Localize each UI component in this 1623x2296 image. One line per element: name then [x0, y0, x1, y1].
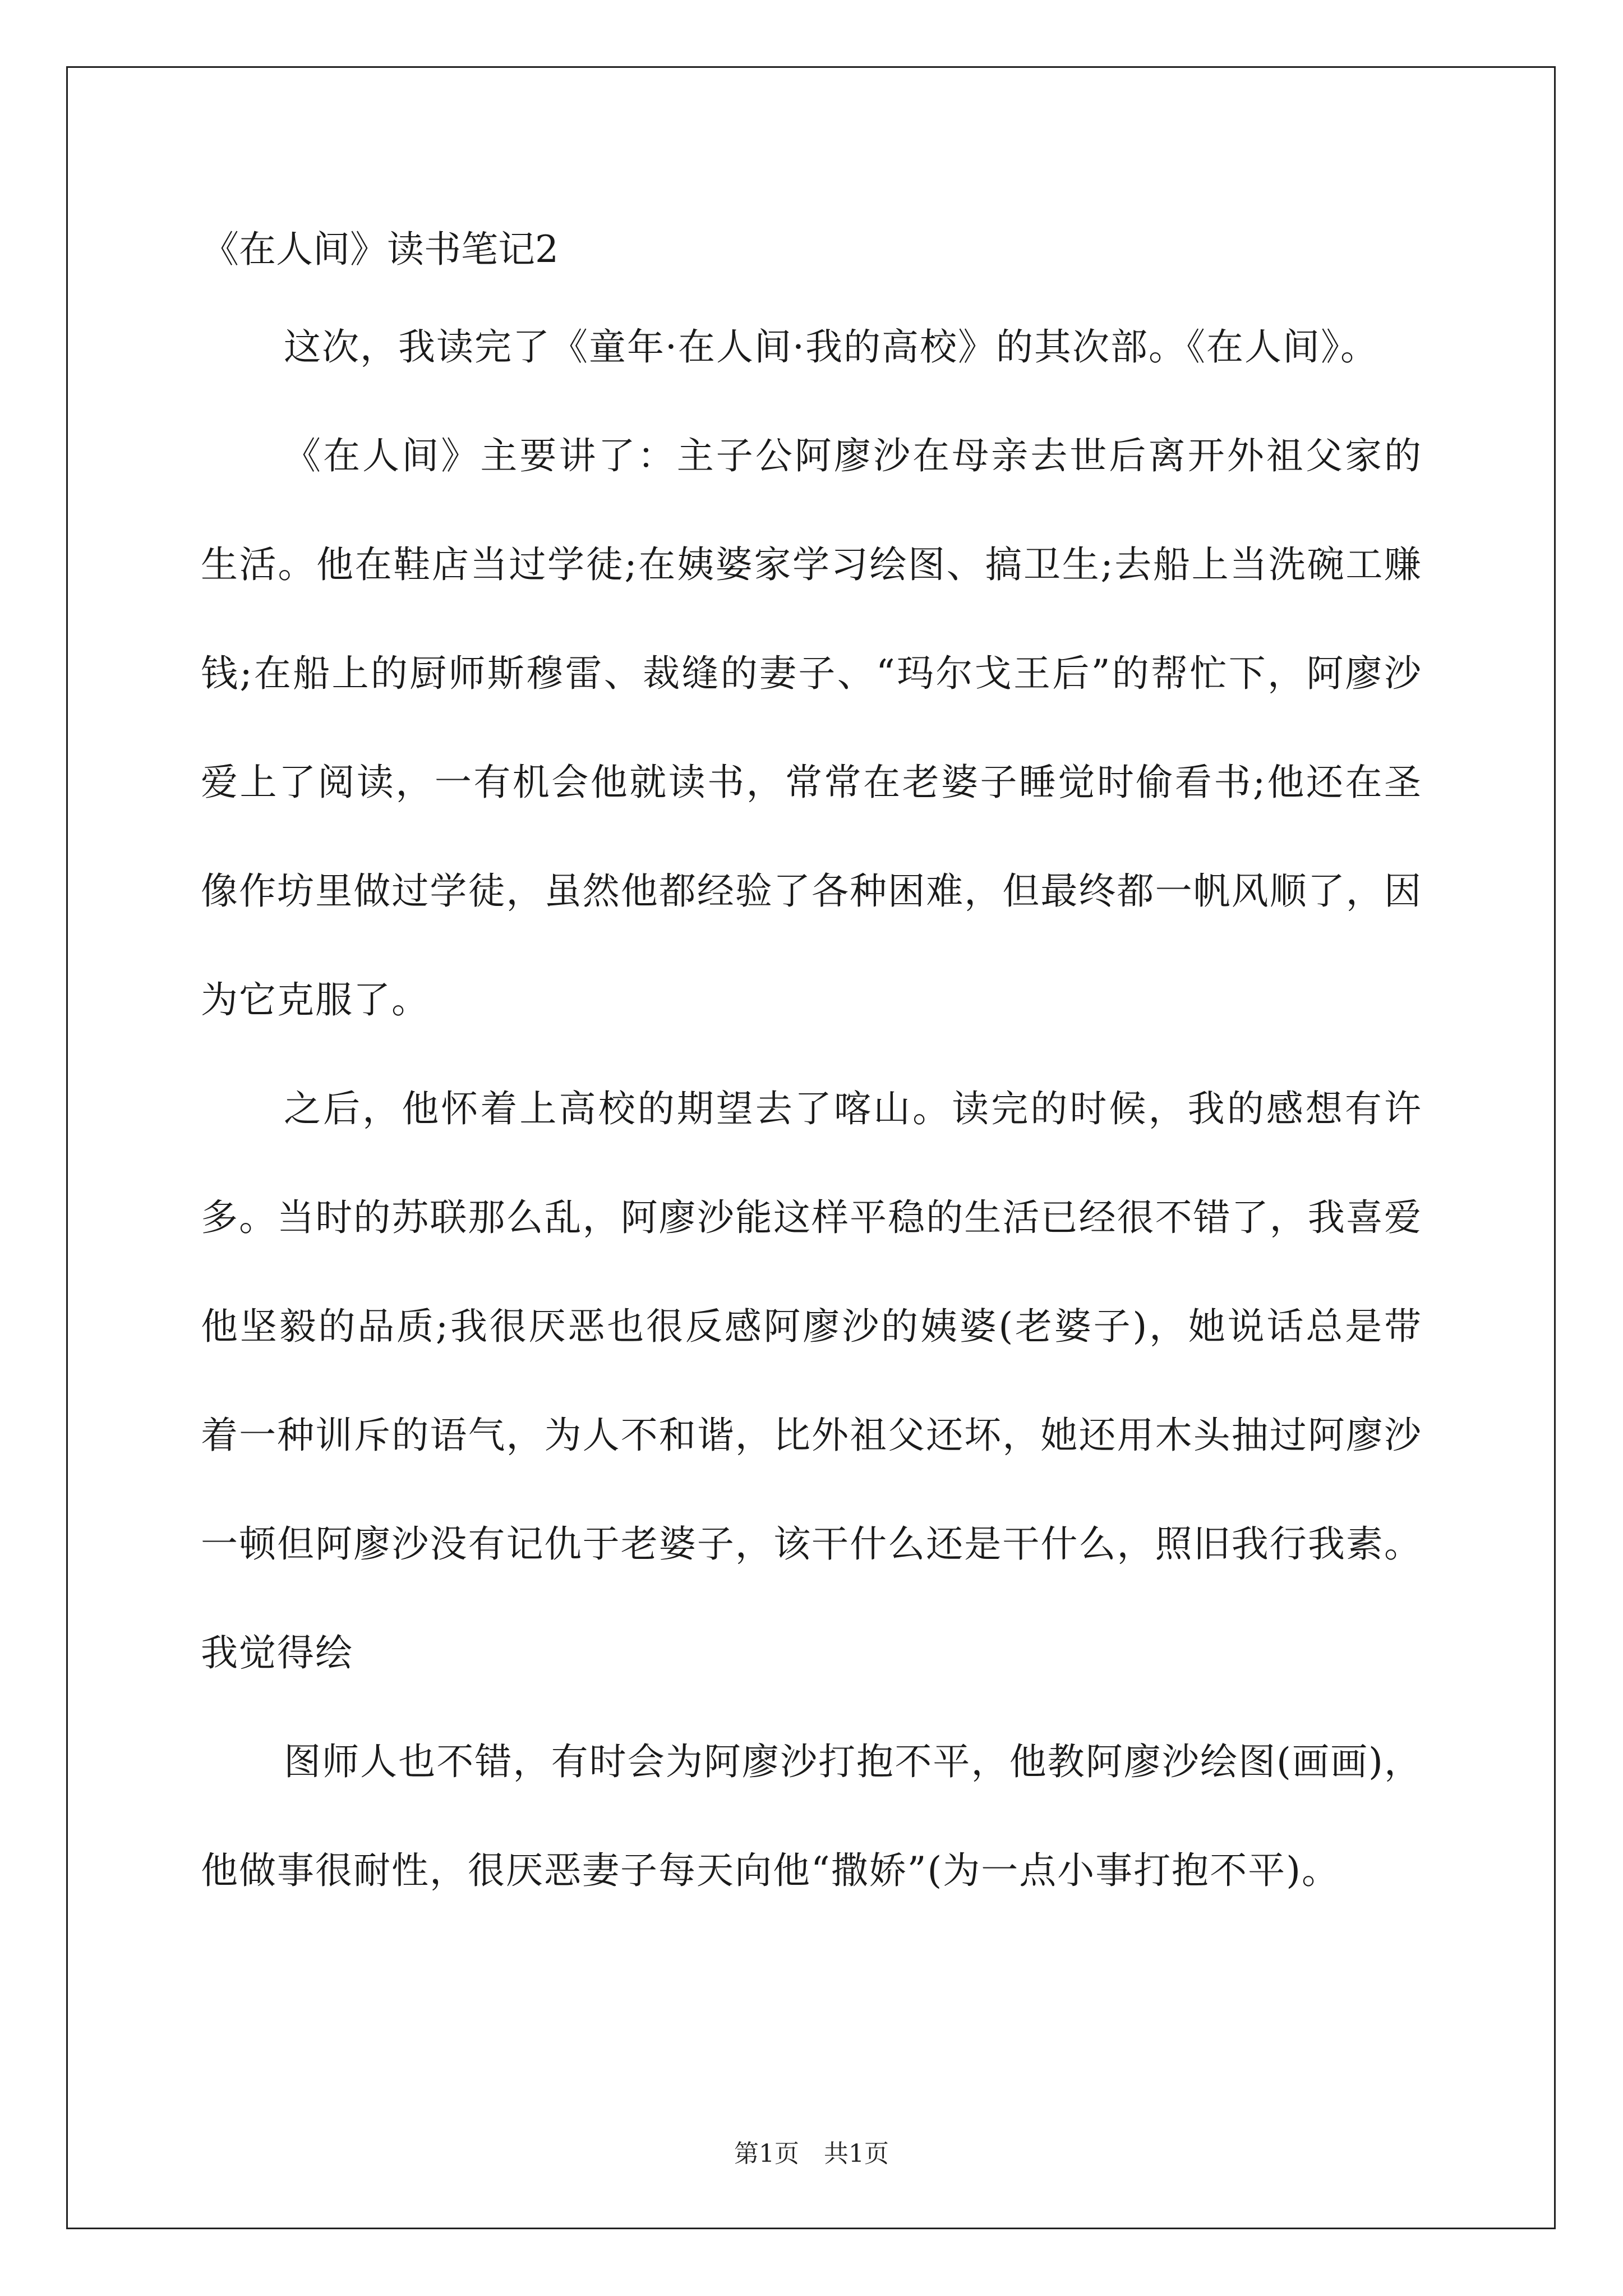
- paragraph-1: 这次，我读完了《童年·在人间·我的高校》的其次部。《在人间》。: [284, 325, 1378, 369]
- paragraph-4: 图师人也不错，有时会为阿廖沙打抱不平，他教阿廖沙绘图(画画)，他做事很耐性，很厌恶妻子每天向他“撒娇”(为一点小事打抱不平)。: [201, 1740, 1422, 1892]
- paragraph-2: 《在人间》主要讲了：主子公阿廖沙在母亲去世后离开外祖父家的生活。他在鞋店当过学徒;在姨婆家学习绘图、搞卫生;去船上当洗碗工赚钱;在船上的厨师斯穆雷、裁缝的妻子、“玛尔戈王后”的帮忙下，阿廖沙爱上了阅读，一有机会他就读书，常常在老婆子睡觉时偷看书;他还在圣像作坊里做过学徒，虽然他都经验了各种困难，但最终都一帆风顺了，因为它克服了。: [201, 434, 1422, 1022]
- document-body: [201, 293, 1422, 1925]
- page-number-footer: 第1页 共1页: [734, 2139, 889, 2168]
- document-title: 《在人间》读书笔记2: [202, 228, 559, 271]
- paragraph-3: 之后，他怀着上高校的期望去了喀山。读完的时候，我的感想有许多。当时的苏联那么乱，阿廖沙能这样平稳的生活已经很不错了，我喜爱他坚毅的品质;我很厌恶也很反感阿廖沙的姨婆(老婆子)，她说话总是带着一种训斥的语气，为人不和谐，比外祖父还坏，她还用木头抽过阿廖沙一顿但阿廖沙没有记仇于老婆子，该干什么还是干什么，照旧我行我素。我觉得绘: [201, 1087, 1422, 1674]
